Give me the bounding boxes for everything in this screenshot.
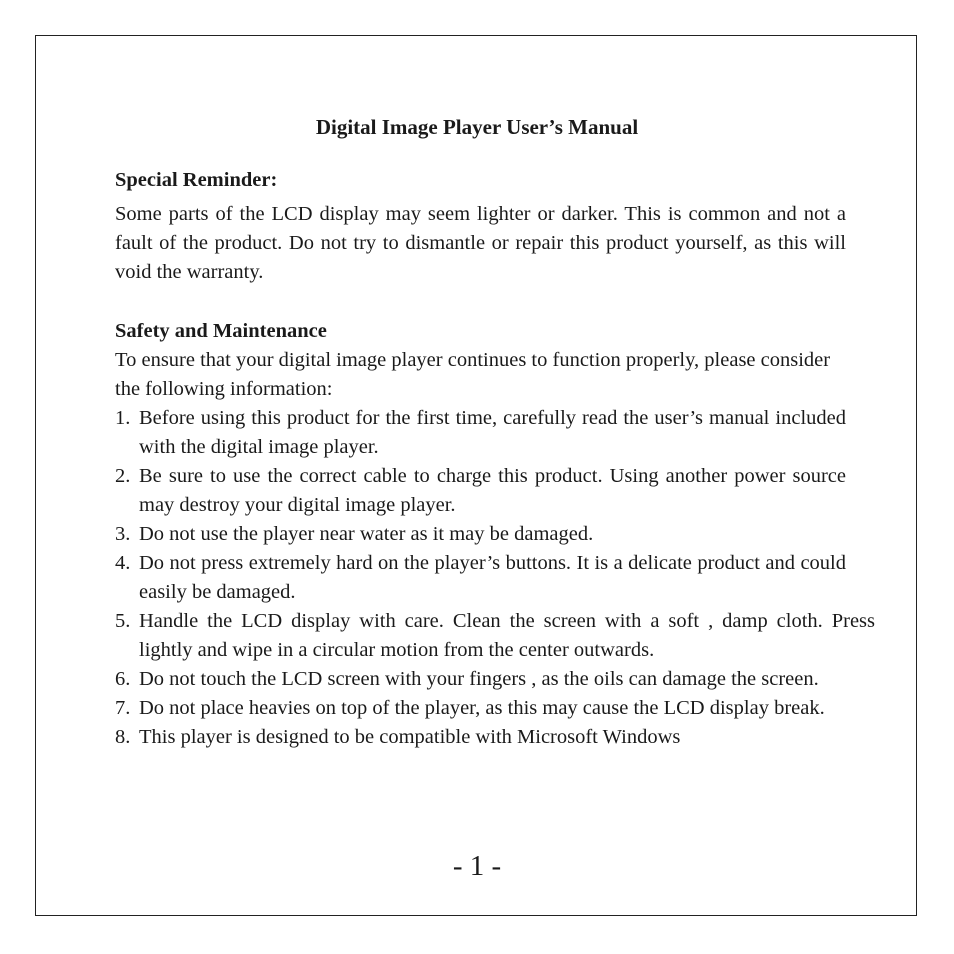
- list-item: [115, 520, 846, 549]
- list-item-text: Be sure to use the correct cable to charge this product. Using another power source may destroy your digital image player.: [139, 465, 846, 516]
- list-item-number: 4.: [115, 552, 131, 574]
- list-item-number: 1.: [115, 407, 131, 429]
- list-item-number: 8.: [115, 726, 131, 748]
- list-item-text: This player is designed to be compatible with Microsoft Windows: [139, 726, 681, 748]
- list-item: [115, 607, 875, 665]
- list-item-number: 2.: [115, 465, 131, 487]
- special-reminder-text: Some parts of the LCD display may seem lighter or darker. This is common and not a fault of the product. Do not try to dismantle or repair this product yourself, as this will void the warranty.: [115, 203, 846, 283]
- special-reminder-heading: Special Reminder:: [115, 169, 278, 191]
- safety-list: [115, 404, 875, 752]
- list-item-text: Before using this product for the first time, carefully read the user’s manual included with the digital image player.: [139, 407, 846, 458]
- list-item-number: 7.: [115, 697, 131, 719]
- list-item-text: Do not press extremely hard on the player’s buttons. It is a delicate product and could easily be damaged.: [139, 552, 846, 603]
- list-item: [115, 694, 846, 723]
- page-number: - 1 -: [452, 850, 502, 882]
- list-item: [115, 549, 846, 607]
- list-item-text: Do not place heavies on top of the player, as this may cause the LCD display break.: [139, 697, 825, 719]
- list-item: [115, 665, 846, 694]
- list-item: [115, 462, 846, 520]
- list-item: [115, 723, 846, 752]
- safety-intro-text: To ensure that your digital image player continues to function properly, please consider the following information:: [115, 349, 831, 400]
- list-item-text: Do not use the player near water as it may be damaged.: [139, 523, 594, 545]
- document-title: Digital Image Player User’s Manual: [315, 115, 639, 139]
- list-item: [115, 404, 846, 462]
- list-item-number: 6.: [115, 668, 131, 690]
- list-item-number: 5.: [115, 610, 131, 632]
- list-item-number: 3.: [115, 523, 131, 545]
- safety-heading: Safety and Maintenance: [115, 320, 327, 342]
- list-item-text: Do not touch the LCD screen with your fingers , as the oils can damage the screen.: [139, 668, 819, 690]
- list-item-text: Handle the LCD display with care. Clean the screen with a soft , damp cloth. Press lightly and wipe in a circular motion from the center outwards.: [139, 610, 875, 661]
